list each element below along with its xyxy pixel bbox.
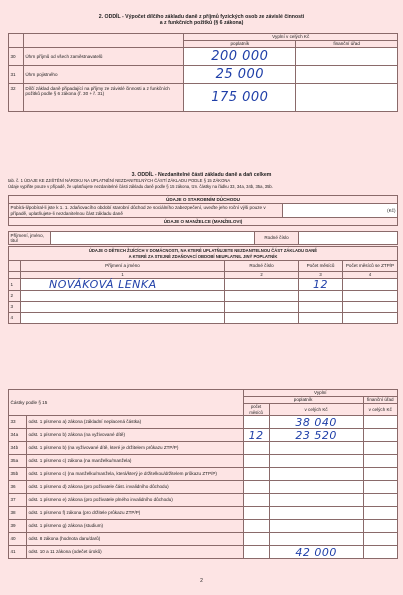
child-name-field[interactable] bbox=[21, 279, 225, 291]
section3-note2: Údaje vyplňte pouze v případě, že uplatňujete nezdanitelné části základu daně podle § 15 zákona, tzn. částky na řádku 33, 34a, 34b, 35a, 35b. bbox=[8, 184, 273, 189]
amount-field[interactable] bbox=[269, 481, 363, 494]
amount-field[interactable] bbox=[269, 520, 363, 533]
row-number: 39 bbox=[9, 520, 27, 533]
section2-col-header: Vyplní v celých Kč bbox=[184, 34, 398, 41]
basic-deduction-value: 38 040 bbox=[295, 415, 337, 429]
months-field[interactable] bbox=[243, 442, 269, 455]
row-number: 34a bbox=[9, 429, 27, 442]
months-field[interactable] bbox=[243, 416, 269, 429]
child-rc-field[interactable] bbox=[225, 279, 299, 291]
row-number: 31 bbox=[9, 66, 24, 84]
children-header-line1: ÚDAJE O DĚTECH ŽIJÍCÍCH V DOMÁCNOSTI, NA KTERÉ UPLATŇUJETE NEZDANITELNOU ČÁST ZÁKLADU DANĚ bbox=[9, 247, 398, 254]
interest-deduction-value: 42 000 bbox=[295, 545, 337, 559]
table-row bbox=[9, 442, 398, 455]
child-months-field[interactable] bbox=[299, 302, 343, 313]
table-row bbox=[9, 481, 398, 494]
page-number: 2 bbox=[200, 578, 203, 584]
office-field bbox=[363, 533, 397, 546]
insurance-total-value: 25 000 bbox=[215, 67, 265, 82]
row-label: odst. 1 písmeno e) zákona (pro poživatele plného invalidního důchodu) bbox=[27, 494, 244, 507]
row-number: 36 bbox=[9, 481, 27, 494]
table-row bbox=[9, 416, 398, 429]
table-row bbox=[9, 507, 398, 520]
months-field[interactable] bbox=[243, 481, 269, 494]
office-field bbox=[363, 507, 397, 520]
row-number: 30 bbox=[9, 48, 24, 66]
row-number: 40 bbox=[9, 533, 27, 546]
months-field[interactable] bbox=[243, 468, 269, 481]
section15-col-label: Částky podle § 15 bbox=[9, 390, 244, 416]
section2-table bbox=[8, 33, 398, 112]
child-months-value: 12 bbox=[313, 278, 328, 291]
months-field[interactable] bbox=[243, 546, 269, 559]
section15-col-months: počet měsíců bbox=[243, 404, 269, 416]
row-label: odst. 1 písmeno b) (na vyživované dítě, které je držitelem průkazu ZTP/P) bbox=[27, 442, 244, 455]
office-field bbox=[363, 455, 397, 468]
basic-deduction-field[interactable] bbox=[269, 416, 363, 429]
months-field[interactable] bbox=[243, 507, 269, 520]
office-field bbox=[363, 429, 397, 442]
pension-header: ÚDAJE O STAROBNÍM DŮCHODU bbox=[9, 196, 398, 204]
amount-field[interactable] bbox=[269, 442, 363, 455]
amount-field[interactable] bbox=[269, 507, 363, 520]
child-months-field[interactable] bbox=[299, 291, 343, 302]
child-deduction-value: 23 520 bbox=[295, 428, 337, 442]
row-number: 35b bbox=[9, 468, 27, 481]
months-field[interactable] bbox=[243, 455, 269, 468]
spouse-name-label: Příjmení, jméno, titul bbox=[9, 232, 51, 245]
office-field bbox=[363, 468, 397, 481]
child-deduction-field[interactable] bbox=[269, 429, 363, 442]
months-field[interactable] bbox=[243, 494, 269, 507]
pension-unit: (Kč) bbox=[387, 207, 396, 213]
income-total-value: 200 000 bbox=[211, 49, 269, 64]
child-ztpp-field[interactable] bbox=[343, 313, 398, 324]
pension-table bbox=[8, 195, 398, 226]
table-row bbox=[9, 494, 398, 507]
row-label: Úhrn pojistného bbox=[23, 66, 184, 84]
office-field bbox=[363, 520, 397, 533]
table-row bbox=[9, 468, 398, 481]
section3-title: 3. ODDÍL - Nezdanitelné části základu daně a daň celkem bbox=[131, 172, 272, 178]
row-label: odst. 8 zákona (hodnota daru/darů) bbox=[27, 533, 244, 546]
amount-field[interactable] bbox=[269, 533, 363, 546]
children-col-num: 3 bbox=[299, 272, 343, 279]
interest-deduction-field[interactable] bbox=[269, 546, 363, 559]
office-field bbox=[363, 442, 397, 455]
office-field bbox=[296, 48, 398, 66]
section2-title-line2: a z funkčních požitků (§ 6 zákona) bbox=[159, 20, 244, 26]
children-col-num: 4 bbox=[343, 272, 398, 279]
child-name-field[interactable] bbox=[21, 302, 225, 313]
row-number: 32 bbox=[9, 84, 24, 112]
section15-col-header: Vyplní bbox=[243, 390, 397, 397]
children-col-num: 1 bbox=[21, 272, 225, 279]
row-label: odst. 1 písmeno b) zákona (na vyživované dítě) bbox=[27, 429, 244, 442]
children-col-ztpp: Počet měsíců se ZTP/P bbox=[343, 261, 398, 272]
children-col-rc: Rodné číslo bbox=[225, 261, 299, 272]
row-label: odst. 1 písmeno c) zákona (na manželku/manžela) bbox=[27, 455, 244, 468]
child-rc-field[interactable] bbox=[225, 302, 299, 313]
row-number: 3 bbox=[9, 302, 21, 313]
row-number: 37 bbox=[9, 494, 27, 507]
child-rc-field[interactable] bbox=[225, 291, 299, 302]
row-number: 34b bbox=[9, 442, 27, 455]
table-row bbox=[9, 279, 398, 291]
office-field bbox=[363, 546, 397, 559]
row-number: 4 bbox=[9, 313, 21, 324]
child-ztpp-field[interactable] bbox=[343, 279, 398, 291]
children-col-name: Příjmení a jméno bbox=[21, 261, 225, 272]
row-label: odst. 1 písmeno a) zákona (základní neplacená částka) bbox=[27, 416, 244, 429]
months-field[interactable] bbox=[243, 520, 269, 533]
row-label: odst. 1 písmeno g) zákona (studium) bbox=[27, 520, 244, 533]
children-col-months: Počet měsíců bbox=[299, 261, 343, 272]
section2-col-office: finanční úřad bbox=[296, 41, 398, 48]
section15-col-office: finanční úřad bbox=[363, 397, 397, 404]
children-header-line2: A KTERÉ ZA STEJNÉ ZDAŇOVACÍ OBDOBÍ NEUPLATNIL JINÝ POPLATNÍK bbox=[9, 254, 398, 261]
child-rc-field[interactable] bbox=[225, 313, 299, 324]
table-row bbox=[9, 66, 398, 84]
table-row bbox=[9, 533, 398, 546]
table-row bbox=[9, 48, 398, 66]
spouse-rc-label: Rodné číslo bbox=[255, 232, 299, 245]
section15-col-taxpayer: poplatník bbox=[243, 397, 363, 404]
pension-text: Pobírá-li/pobíral-li jste k 1. 1. zdaňovacího období starobní důchod ze sociálního zabezpečení, uveďte jeho roční výši pouze v případě, uplatňujete-li nezdanitelnou část základu daně bbox=[9, 204, 283, 218]
row-label: odst. 10 a 11 zákona (odečet úroků) bbox=[27, 546, 244, 559]
table-row bbox=[9, 429, 398, 442]
spouse-rc-field[interactable] bbox=[299, 232, 398, 245]
table-row bbox=[9, 291, 398, 302]
child-months-field[interactable] bbox=[299, 313, 343, 324]
office-field bbox=[296, 66, 398, 84]
partial-tax-base-field[interactable] bbox=[184, 84, 296, 112]
section15-table bbox=[8, 389, 398, 559]
children-table bbox=[8, 246, 398, 324]
spouse-header: ÚDAJE O MANŽELCE (MANŽELOVI) bbox=[9, 218, 398, 226]
table-row bbox=[9, 302, 398, 313]
table-row bbox=[9, 455, 398, 468]
row-number: 38 bbox=[9, 507, 27, 520]
office-field bbox=[363, 481, 397, 494]
income-total-field[interactable] bbox=[184, 48, 296, 66]
child-ztpp-field[interactable] bbox=[343, 302, 398, 313]
row-number: 2 bbox=[9, 291, 21, 302]
row-number: 33 bbox=[9, 416, 27, 429]
section15-col-whole: v celých Kč bbox=[269, 404, 363, 416]
row-number: 35a bbox=[9, 455, 27, 468]
table-row bbox=[9, 520, 398, 533]
row-label: Dílčí základ daně připadající na příjmy ze závislé činnosti a z funkčních požitků podle § 6 zákona (ř. 30 + ř. 31) bbox=[23, 84, 184, 112]
months-field[interactable] bbox=[243, 429, 269, 442]
child-name-value: NOVÁKOVÁ LENKA bbox=[49, 278, 157, 291]
child-months-field[interactable] bbox=[299, 279, 343, 291]
section3-note1: tab. č. 1 ÚDAJE KE ZJIŠTĚNÍ NÁROKU NA UPLATNĚNÍ NEZDANITELNÝCH ČÁSTÍ ZÁKLADU PODLE § 15 ZÁKONA bbox=[8, 178, 231, 183]
child-months-value: 12 bbox=[248, 428, 264, 442]
amount-field[interactable] bbox=[269, 455, 363, 468]
office-field bbox=[363, 416, 397, 429]
partial-tax-base-value: 175 000 bbox=[211, 90, 269, 105]
row-number: 41 bbox=[9, 546, 27, 559]
months-field[interactable] bbox=[243, 533, 269, 546]
section2-title-line1: 2. ODDÍL - Výpočet dílčího základu daně z příjmů fyzických osob ze závislé činnosti bbox=[98, 14, 305, 20]
row-label: odst. 1 písmeno c) (na manželku/manžela, která/který je držitelkou/držitelem průkazu ZTP/P) bbox=[27, 468, 244, 481]
table-row bbox=[9, 313, 398, 324]
office-field bbox=[363, 494, 397, 507]
child-name-field[interactable] bbox=[21, 313, 225, 324]
children-col-num: 2 bbox=[225, 272, 299, 279]
insurance-total-field[interactable] bbox=[184, 66, 296, 84]
amount-field[interactable] bbox=[269, 468, 363, 481]
table-row bbox=[9, 84, 398, 112]
spouse-table bbox=[8, 231, 398, 245]
row-label: odst. 1 písmeno f) zákona (pro držitele průkazu ZTP/P) bbox=[27, 507, 244, 520]
pension-amount-field[interactable] bbox=[283, 204, 398, 218]
child-name-field[interactable] bbox=[21, 291, 225, 302]
office-field bbox=[296, 84, 398, 112]
amount-field[interactable] bbox=[269, 494, 363, 507]
spouse-name-field[interactable] bbox=[51, 232, 255, 245]
row-label: odst. 1 písmeno d) zákona (pro poživatele část. invalidního důchodu) bbox=[27, 481, 244, 494]
table-row bbox=[9, 546, 398, 559]
row-label: Úhrn příjmů od všech zaměstnavatelů bbox=[23, 48, 184, 66]
section2-col-taxpayer: poplatník bbox=[184, 41, 296, 48]
section15-col-whole-office: v celých Kč bbox=[363, 404, 397, 416]
row-number: 1 bbox=[9, 279, 21, 291]
child-ztpp-field[interactable] bbox=[343, 291, 398, 302]
